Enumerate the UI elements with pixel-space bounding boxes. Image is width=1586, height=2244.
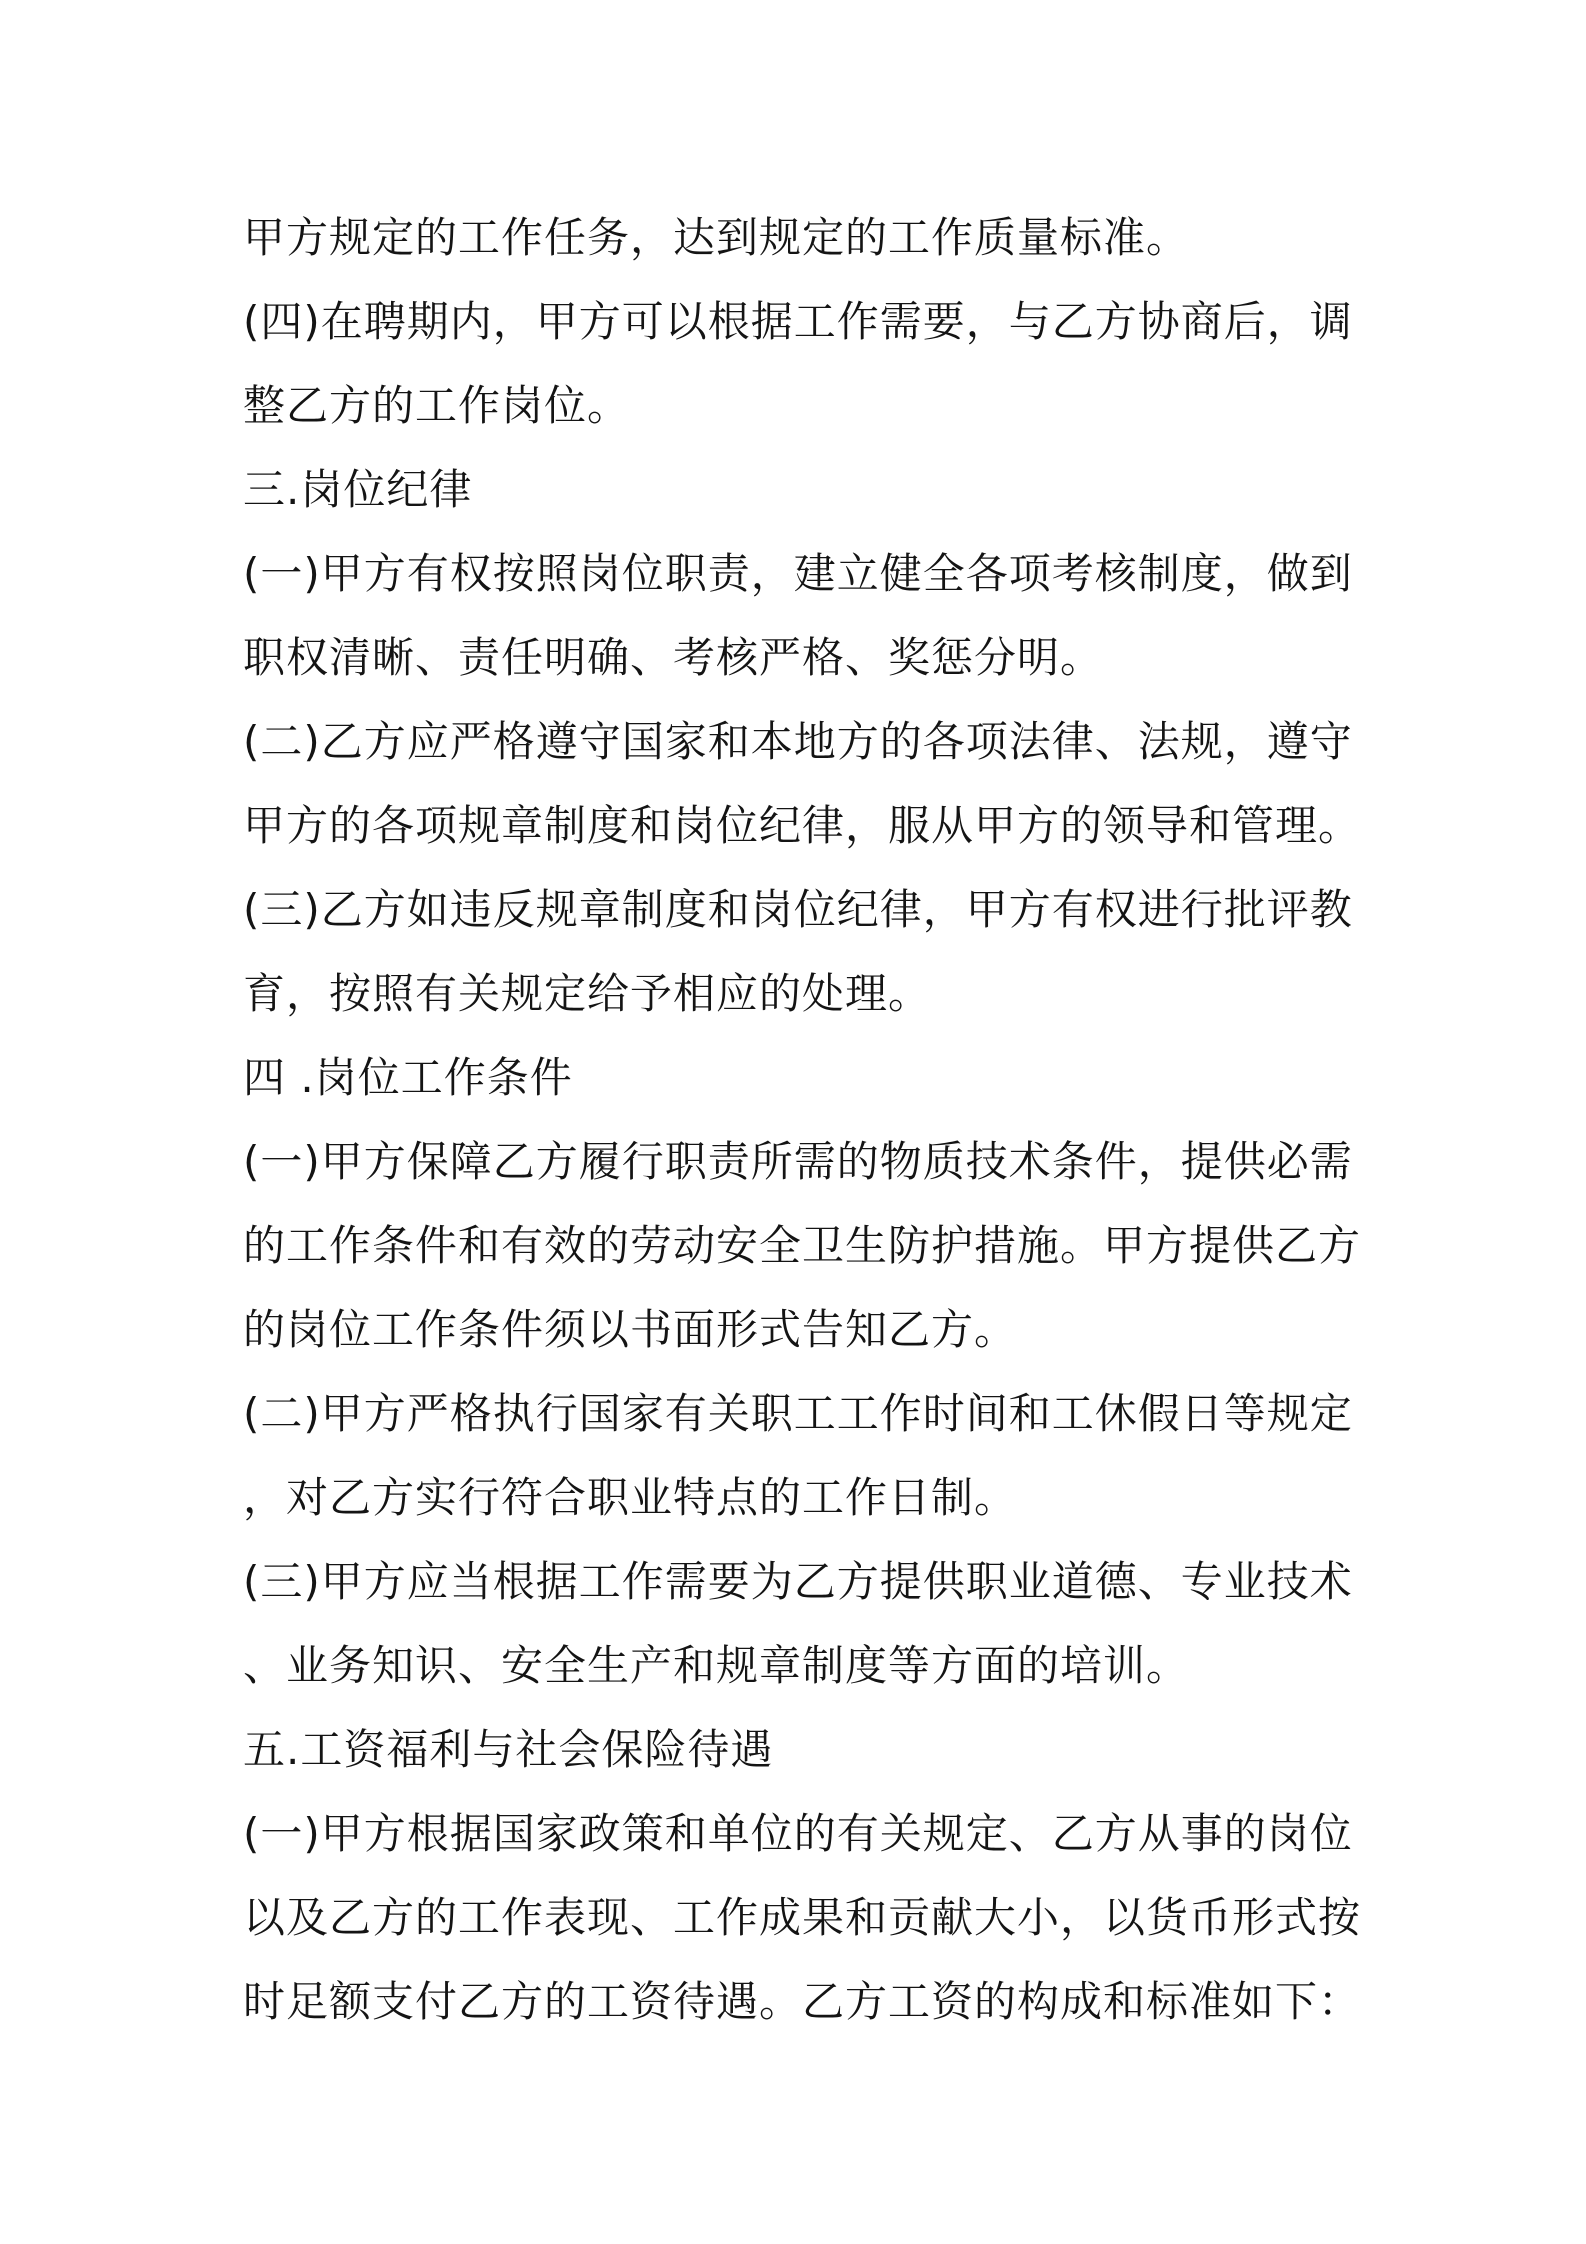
text-line: 的工作条件和有效的劳动安全卫生防护措施。甲方提供乙方	[243, 1221, 1362, 1270]
text-line: 整乙方的工作岗位。	[243, 381, 631, 430]
text-line: (一)甲方根据国家政策和单位的有关规定、乙方从事的岗位	[243, 1809, 1353, 1858]
text-line: 时足额支付乙方的工资待遇。乙方工资的构成和标准如下：	[243, 1977, 1362, 2026]
document-body	[243, 196, 1368, 2044]
text-line: (四)在聘期内，甲方可以根据工作需要，与乙方协商后，调	[243, 297, 1353, 346]
text-line: (一)甲方保障乙方履行职责所需的物质技术条件，提供必需	[243, 1137, 1353, 1186]
section-heading: 五.工资福利与社会保险待遇	[243, 1725, 774, 1774]
text-line: 以及乙方的工作表现、工作成果和贡献大小，以货币形式按	[243, 1893, 1362, 1942]
text-line: (三)乙方如违反规章制度和岗位纪律，甲方有权进行批评教	[243, 885, 1353, 934]
text-line: (一)甲方有权按照岗位职责，建立健全各项考核制度，做到	[243, 549, 1353, 598]
text-line: 育，按照有关规定给予相应的处理。	[243, 969, 932, 1018]
text-line: ，对乙方实行符合职业特点的工作日制。	[243, 1473, 1018, 1522]
text-line: (三)甲方应当根据工作需要为乙方提供职业道德、专业技术	[243, 1557, 1353, 1606]
text-line: (二)乙方应严格遵守国家和本地方的各项法律、法规，遵守	[243, 717, 1353, 766]
text-line: 职权清晰、责任明确、考核严格、奖惩分明。	[243, 633, 1104, 682]
text-line: 甲方规定的工作任务，达到规定的工作质量标准。	[243, 213, 1190, 262]
text-line: 、业务知识、安全生产和规章制度等方面的培训。	[243, 1641, 1190, 1690]
text-line: (二)甲方严格执行国家有关职工工作时间和工休假日等规定	[243, 1389, 1353, 1438]
section-heading: 四 .岗位工作条件	[243, 1053, 573, 1102]
section-heading: 三.岗位纪律	[243, 465, 473, 514]
text-line: 甲方的各项规章制度和岗位纪律，服从甲方的领导和管理。	[243, 801, 1362, 850]
text-line: 的岗位工作条件须以书面形式告知乙方。	[243, 1305, 1018, 1354]
